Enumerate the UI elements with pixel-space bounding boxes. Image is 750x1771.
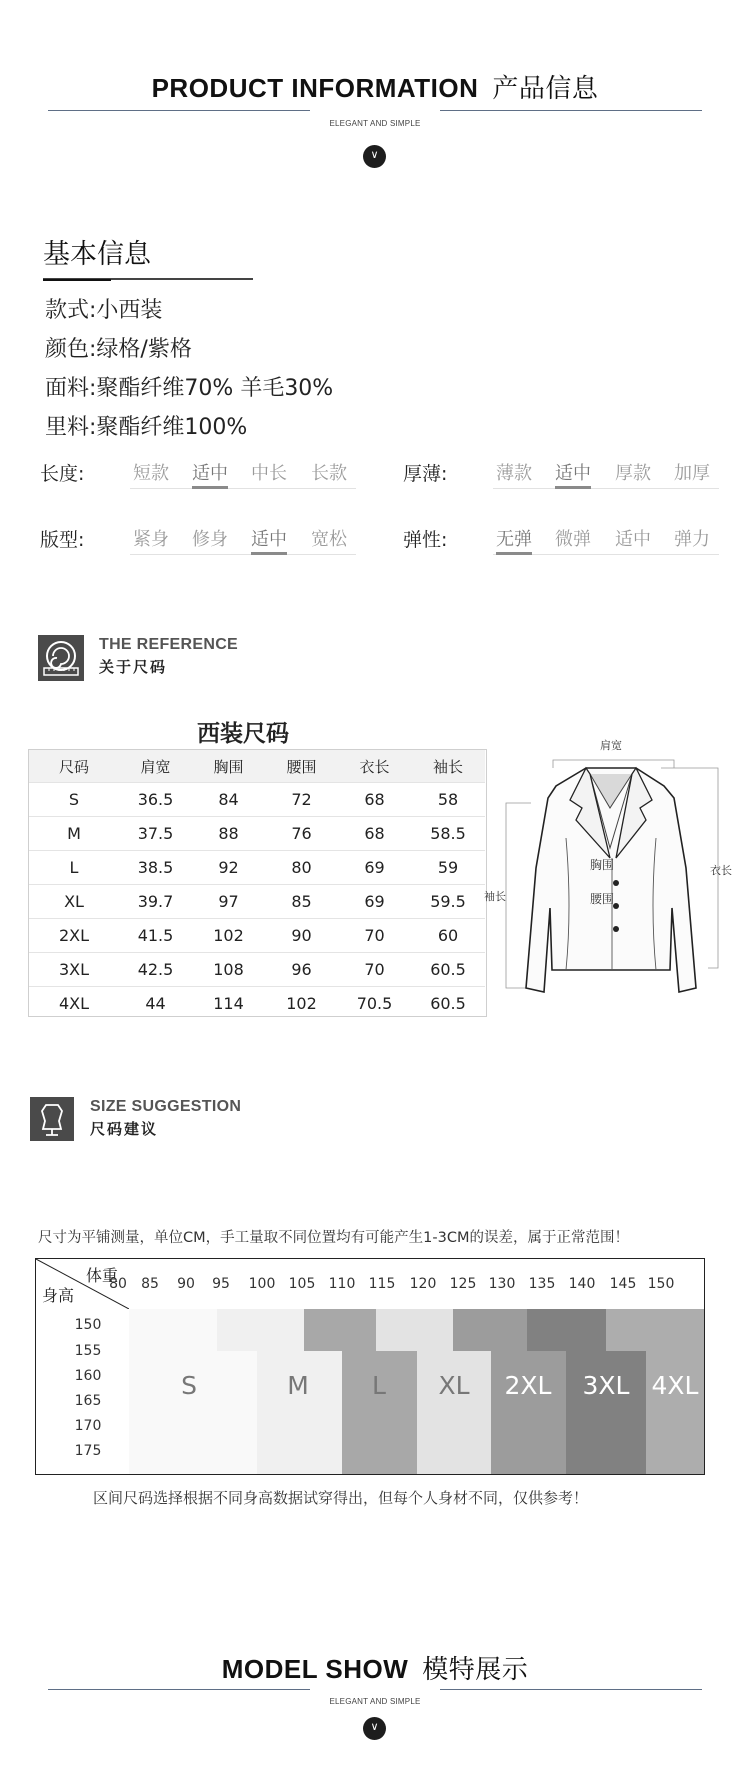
option-medium-selected: 适中	[192, 459, 228, 489]
option-thin: 薄款	[496, 463, 532, 484]
size-label-2xl: 2XL	[504, 1371, 552, 1400]
size-block-xl	[376, 1309, 453, 1351]
col-sleeve: 袖长	[411, 750, 485, 783]
title-cn: 产品信息	[492, 74, 599, 104]
info-line-color: 颜色:绿格/紫格	[45, 337, 192, 362]
size-block-2xl	[491, 1351, 566, 1474]
attr-bar	[130, 554, 356, 555]
info-line-style: 款式:小西装	[45, 298, 163, 323]
size-table-title: 西装尺码	[197, 721, 289, 747]
option-regular-fit-selected: 适中	[251, 525, 287, 555]
col-length: 衣长	[338, 750, 411, 783]
size-block-l	[342, 1351, 417, 1474]
option-tight: 紧身	[133, 529, 169, 550]
size-block-m	[257, 1351, 342, 1474]
size-label-xl: XL	[438, 1371, 470, 1400]
section-title	[222, 1654, 529, 1684]
weight-header: 130	[488, 1276, 516, 1292]
info-line-lining: 里料:聚酯纤维100%	[45, 415, 248, 440]
option-loose: 宽松	[311, 529, 347, 550]
basic-info-title: 基本信息	[43, 239, 151, 270]
attr-elasticity-label: 弹性:	[403, 529, 448, 551]
weight-header: 115	[368, 1276, 396, 1292]
attr-bar	[493, 488, 719, 489]
title-en: MODEL SHOW	[221, 1654, 409, 1684]
height-header: 155	[74, 1343, 102, 1359]
col-size: 尺码	[29, 750, 119, 783]
height-header: 165	[74, 1393, 102, 1409]
mannequin-icon	[30, 1097, 74, 1141]
table-row: XL 39.7 97 85 69 59.5	[29, 885, 485, 919]
reference-title-en: THE REFERENCE	[99, 636, 239, 653]
option-thick: 厚款	[615, 463, 651, 484]
model-show-header	[0, 1649, 750, 1686]
height-header: 175	[74, 1443, 102, 1459]
size-block-2xl	[453, 1309, 527, 1351]
weight-header: 105	[288, 1276, 316, 1292]
table-row: L 38.5 92 80 69 59	[29, 851, 485, 885]
option-slight-stretch: 微弹	[555, 529, 591, 550]
weight-header: 110	[328, 1276, 356, 1292]
size-block-3xl	[566, 1351, 646, 1474]
suggestion-title-cn: 尺码建议	[90, 1120, 159, 1138]
col-waist: 腰围	[265, 750, 338, 783]
height-header: 170	[74, 1418, 102, 1434]
weight-header: 90	[177, 1276, 195, 1292]
col-shoulder: 肩宽	[119, 750, 192, 783]
model-subtitle: ELEGANT AND SIMPLE	[329, 1697, 421, 1706]
model-rule	[0, 1689, 750, 1690]
reference-title-cn: 关于尺码	[99, 658, 168, 676]
corner-height-label: 身高	[42, 1286, 75, 1305]
size-table	[29, 750, 485, 1020]
rule-left	[48, 1689, 310, 1690]
option-regular-selected: 适中	[555, 459, 591, 489]
rule-right	[440, 1689, 702, 1690]
table-row: 3XL 42.5 108 96 70 60.5	[29, 953, 485, 987]
size-label-4xl: 4XL	[651, 1371, 699, 1400]
table-row: S 36.5 84 72 68 58	[29, 783, 485, 817]
section-title	[152, 73, 599, 103]
height-header: 150	[74, 1317, 102, 1333]
size-block-l	[304, 1309, 376, 1351]
size-block-m	[217, 1309, 304, 1351]
label-length: 衣长	[710, 864, 732, 877]
weight-header: 140	[568, 1276, 596, 1292]
option-stretch: 弹力	[674, 529, 710, 550]
product-info-header	[0, 68, 750, 105]
label-sleeve: 袖长	[484, 890, 506, 903]
weight-header: 95	[212, 1276, 230, 1292]
weight-header: 80	[109, 1276, 127, 1292]
size-label-3xl: 3XL	[582, 1371, 630, 1400]
jacket-diagram	[486, 738, 736, 998]
weight-header: 100	[248, 1276, 276, 1292]
attr-thickness-label: 厚薄:	[403, 463, 448, 485]
suggestion-title-en: SIZE SUGGESTION	[90, 1098, 242, 1115]
option-long: 长款	[311, 463, 347, 484]
option-slim: 修身	[192, 529, 228, 550]
table-row: 2XL 41.5 102 90 70 60	[29, 919, 485, 953]
option-short: 短款	[133, 463, 169, 484]
info-line-fabric: 面料:聚酯纤维70% 羊毛30%	[45, 376, 334, 401]
size-block-xl	[417, 1351, 491, 1474]
size-grid	[35, 1258, 705, 1475]
size-block-4xl	[646, 1351, 704, 1474]
size-label-m: M	[287, 1371, 309, 1400]
size-label-l: L	[372, 1371, 386, 1400]
label-chest: 胸围	[590, 858, 615, 872]
rule-right	[440, 110, 702, 111]
header-rule	[0, 110, 750, 111]
col-chest: 胸围	[192, 750, 265, 783]
attr-bar	[130, 488, 356, 489]
table-row: 4XL 44 114 102 70.5 60.5	[58, 994, 466, 1013]
size-block-4xl	[606, 1309, 704, 1351]
weight-header: 145	[609, 1276, 637, 1292]
option-medium-stretch: 适中	[615, 529, 651, 550]
table-row: M 37.5 88 76 68 58.5	[29, 817, 485, 851]
title-en: PRODUCT INFORMATION	[151, 73, 479, 103]
chevron-down-icon: ∨	[363, 145, 386, 168]
option-midlong: 中长	[251, 463, 287, 484]
measurement-note: 尺寸为平铺测量，单位CM，手工量取不同位置均有可能产生1-3CM的误差，属于正常范围！	[38, 1230, 629, 1246]
title-cn: 模特展示	[422, 1655, 529, 1685]
size-label-s: S	[181, 1371, 197, 1400]
attr-length-label: 长度:	[40, 463, 85, 485]
attr-fit-label: 版型:	[40, 529, 85, 551]
weight-header: 120	[409, 1276, 437, 1292]
weight-header: 150	[647, 1276, 675, 1292]
corner-weight-label: 体重	[86, 1266, 119, 1285]
rule-left	[48, 110, 310, 111]
weight-header: 125	[449, 1276, 477, 1292]
tape-measure-icon	[38, 635, 84, 681]
option-no-stretch-selected: 无弹	[496, 525, 532, 555]
weight-header: 85	[141, 1276, 159, 1292]
chevron-down-icon: ∨	[363, 1717, 386, 1740]
header-subtitle: ELEGANT AND SIMPLE	[329, 119, 421, 128]
label-shoulder: 肩宽	[600, 739, 622, 752]
size-block-3xl	[527, 1309, 606, 1351]
label-waist: 腰围	[590, 892, 615, 906]
weight-header: 135	[528, 1276, 556, 1292]
basic-info-underline-accent	[43, 279, 111, 281]
height-header: 160	[74, 1368, 102, 1384]
table-header-row	[29, 750, 485, 783]
option-extra-thick: 加厚	[674, 463, 710, 484]
disclaimer-note: 区间尺码选择根据不同身高数据试穿得出，但每个人身材不同，仅供参考！	[93, 1489, 589, 1507]
